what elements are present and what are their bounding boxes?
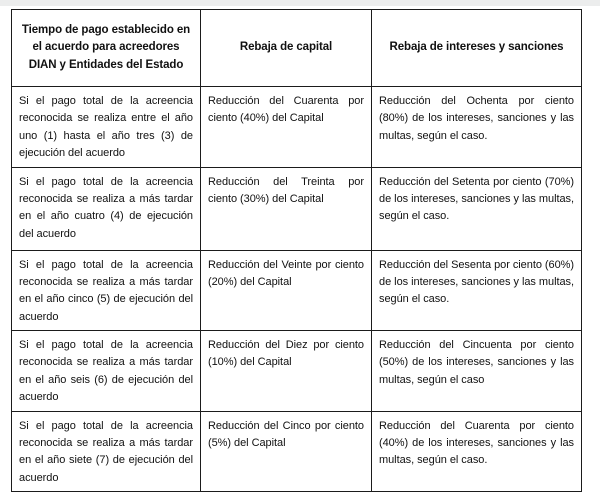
- table-header-row: [12, 10, 582, 87]
- cell-rebaja-capital: Reducción del Cuarenta por ciento (40%) del Capital: [201, 87, 372, 168]
- cell-rebaja-intereses: Reducción del Cuarenta por ciento (40%) de los intereses, sanciones y las multas, según el caso.: [372, 411, 582, 492]
- column-header-rebaja-capital: Rebaja de capital: [201, 10, 372, 87]
- cell-plazo: Si el pago total de la acreencia reconocida se realiza entre el año uno (1) hasta el año tres (3) de ejecución del acuerdo: [12, 87, 201, 168]
- cell-plazo: Si el pago total de la acreencia reconocida se realiza a más tardar en el año cinco (5) de ejecución del acuerdo: [12, 250, 201, 331]
- cell-rebaja-capital: Reducción del Treinta por ciento (30%) del Capital: [201, 167, 372, 250]
- cell-rebaja-intereses: Reducción del Cincuenta por ciento (50%) de los intereses, sanciones y las multas, según el caso: [372, 331, 582, 412]
- table-row: [12, 87, 582, 168]
- cell-plazo: Si el pago total de la acreencia reconocida se realiza a más tardar en el año siete (7) de ejecución del acuerdo: [12, 411, 201, 492]
- column-header-plazo: Tiempo de pago establecido en el acuerdo para acreedores DIAN y Entidades del Estado: [12, 10, 201, 87]
- table-body: [12, 87, 582, 492]
- cell-rebaja-capital: Reducción del Veinte por ciento (20%) del Capital: [201, 250, 372, 331]
- rebajas-table: [11, 9, 582, 492]
- table-row: [12, 331, 582, 412]
- column-header-rebaja-intereses: Rebaja de intereses y sanciones: [372, 10, 582, 87]
- cell-rebaja-intereses: Reducción del Sesenta por ciento (60%) de los intereses, sanciones y las multas, según el caso.: [372, 250, 582, 331]
- table-row: [12, 250, 582, 331]
- cell-plazo: Si el pago total de la acreencia reconocida se realiza a más tardar en el año seis (6) de ejecución del acuerdo: [12, 331, 201, 412]
- table-header: [12, 10, 582, 87]
- cell-rebaja-capital: Reducción del Diez por ciento (10%) del Capital: [201, 331, 372, 412]
- table-sheet: [11, 9, 581, 492]
- table-row: [12, 411, 582, 492]
- cell-rebaja-intereses: Reducción del Setenta por ciento (70%) de los intereses, sanciones y las multas, según el caso.: [372, 167, 582, 250]
- page-top-band: [0, 0, 600, 6]
- cell-rebaja-capital: Reducción del Cinco por ciento (5%) del Capital: [201, 411, 372, 492]
- cell-rebaja-intereses: Reducción del Ochenta por ciento (80%) de los intereses, sanciones y las multas, según el caso.: [372, 87, 582, 168]
- cell-plazo: Si el pago total de la acreencia reconocida se realiza a más tardar en el año cuatro (4) de ejecución del acuerdo: [12, 167, 201, 250]
- table-row: [12, 167, 582, 250]
